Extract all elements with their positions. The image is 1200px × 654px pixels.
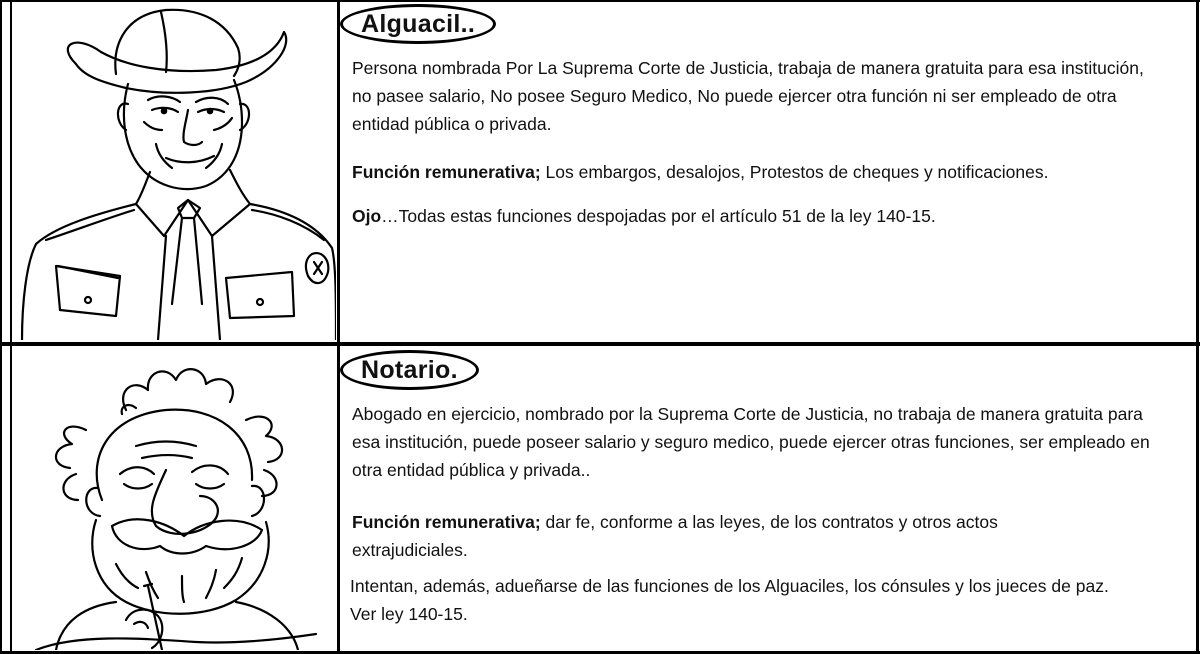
sheriff-cartoon-icon [16, 4, 336, 340]
section-title: Alguacil.. [361, 9, 476, 38]
function-label: Función remunerativa; [352, 512, 541, 532]
sheriff-illustration [16, 4, 336, 340]
alguacil-title-oval [340, 4, 496, 44]
notario-extra: Intentan, además, adueñarse de las funciones de los Alguaciles, los cónsules y los jueces de paz. Ver ley 140-15. [350, 576, 1109, 624]
function-text: Los embargos, desalojos, Protestos de cheques y notificaciones. [540, 162, 1049, 182]
section-title: Notario. [361, 355, 458, 384]
notario-function [352, 508, 1072, 564]
notario-title-oval [340, 350, 479, 390]
section-notario [0, 346, 1200, 654]
function-label: Función remunerativa; [352, 162, 541, 182]
notary-illustration [16, 350, 336, 650]
alguacil-function [352, 158, 1152, 186]
function-text: dar fe, conforme a las leyes, de los contratos y otros actos extrajudiciales. [352, 512, 998, 560]
notario-description: Abogado en ejercicio, nombrado por la Suprema Corte de Justicia, no trabaja de manera gratuita para esa institución, puede poseer salario y seguro medico, puede ejercer otras funciones, ser empleado en otra entidad pública y privada.. [352, 404, 1150, 480]
note-label: Ojo [352, 206, 382, 226]
note-text: …Todas estas funciones despojadas por el artículo 51 de la ley 140-15. [381, 206, 936, 226]
alguacil-note [352, 202, 1152, 230]
alguacil-description: Persona nombrada Por La Suprema Corte de Justicia, trabaja de manera gratuita para esa institución, no pasee salario, No posee Seguro Medico, No puede ejercer otra función ni ser empleado de otra entidad pública o privada. [352, 58, 1144, 134]
notary-cartoon-icon [16, 350, 336, 650]
